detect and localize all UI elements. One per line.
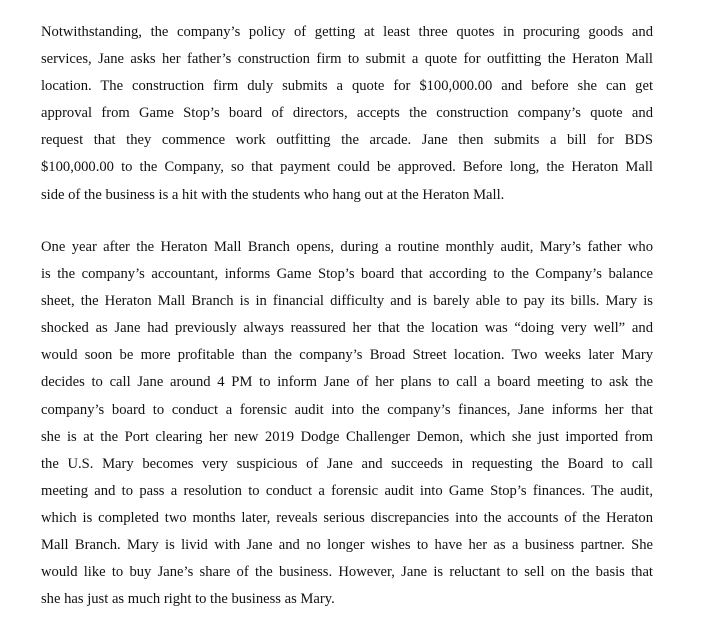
paragraph-line: is the company’s accountant, informs Game Stop’s board that according to the Company’s balance bbox=[41, 266, 653, 283]
paragraph-line: One year after the Heraton Mall Branch opens, during a routine monthly audit, Mary’s father who bbox=[41, 239, 653, 255]
paragraph-line: services, Jane asks her father’s construction firm to submit a quote for outfitting the Heraton Mall bbox=[41, 51, 653, 68]
paragraph-line: would like to buy Jane’s share of the business. However, Jane is reluctant to sell on the basis that bbox=[41, 564, 653, 581]
paragraph-line: shocked as Jane had previously always reassured her that the location was “doing very well” and bbox=[41, 320, 653, 337]
paragraph-line: which is completed two months later, reveals serious discrepancies into the accounts of the Heraton bbox=[41, 509, 653, 526]
paragraph-line: would soon be more profitable than the company’s Broad Street location. Two weeks later Mary bbox=[41, 347, 653, 364]
paragraph-line: she is at the Port clearing her new 2019 Dodge Challenger Demon, which she just imported from bbox=[41, 428, 653, 445]
paragraph-line: meeting and to pass a resolution to conduct a forensic audit into Game Stop’s finances. The audit, bbox=[41, 482, 653, 499]
paragraph-line: decides to call Jane around 4 PM to inform Jane of her plans to call a board meeting to ask the bbox=[41, 374, 653, 391]
paragraph-line: Mall Branch. Mary is livid with Jane and no longer wishes to have her as a business partner. She bbox=[41, 537, 653, 554]
paragraph-line: side of the business is a hit with the students who hang out at the Heraton Mall. bbox=[41, 186, 505, 203]
paragraph-line: request that they commence work outfitting the arcade. Jane then submits a bill for BDS bbox=[41, 132, 653, 149]
paragraph-quote-procurement bbox=[41, 19, 653, 209]
paragraph-line: the U.S. Mary becomes very suspicious of Jane and succeeds in requesting the Board to call bbox=[41, 455, 653, 472]
paragraph-line: approval from Game Stop’s board of directors, accepts the construction company’s quote and bbox=[41, 105, 653, 122]
paragraph-line: company’s board to conduct a forensic audit into the company’s finances, Jane informs her that bbox=[41, 401, 653, 418]
paragraph-line: sheet, the Heraton Mall Branch is in financial difficulty and is barely able to pay its bills. Mary is bbox=[41, 293, 653, 310]
paragraph-line: location. The construction firm duly submits a quote for $100,000.00 and before she can get bbox=[41, 78, 653, 95]
paragraph-forensic-audit bbox=[41, 234, 653, 613]
paragraph-line: $100,000.00 to the Company, so that payment could be approved. Before long, the Heraton Mall bbox=[41, 159, 653, 176]
paragraph-line: she has just as much right to the business as Mary. bbox=[41, 591, 335, 608]
paragraph-line: Notwithstanding, the company’s policy of getting at least three quotes in procuring goods and bbox=[41, 24, 653, 40]
